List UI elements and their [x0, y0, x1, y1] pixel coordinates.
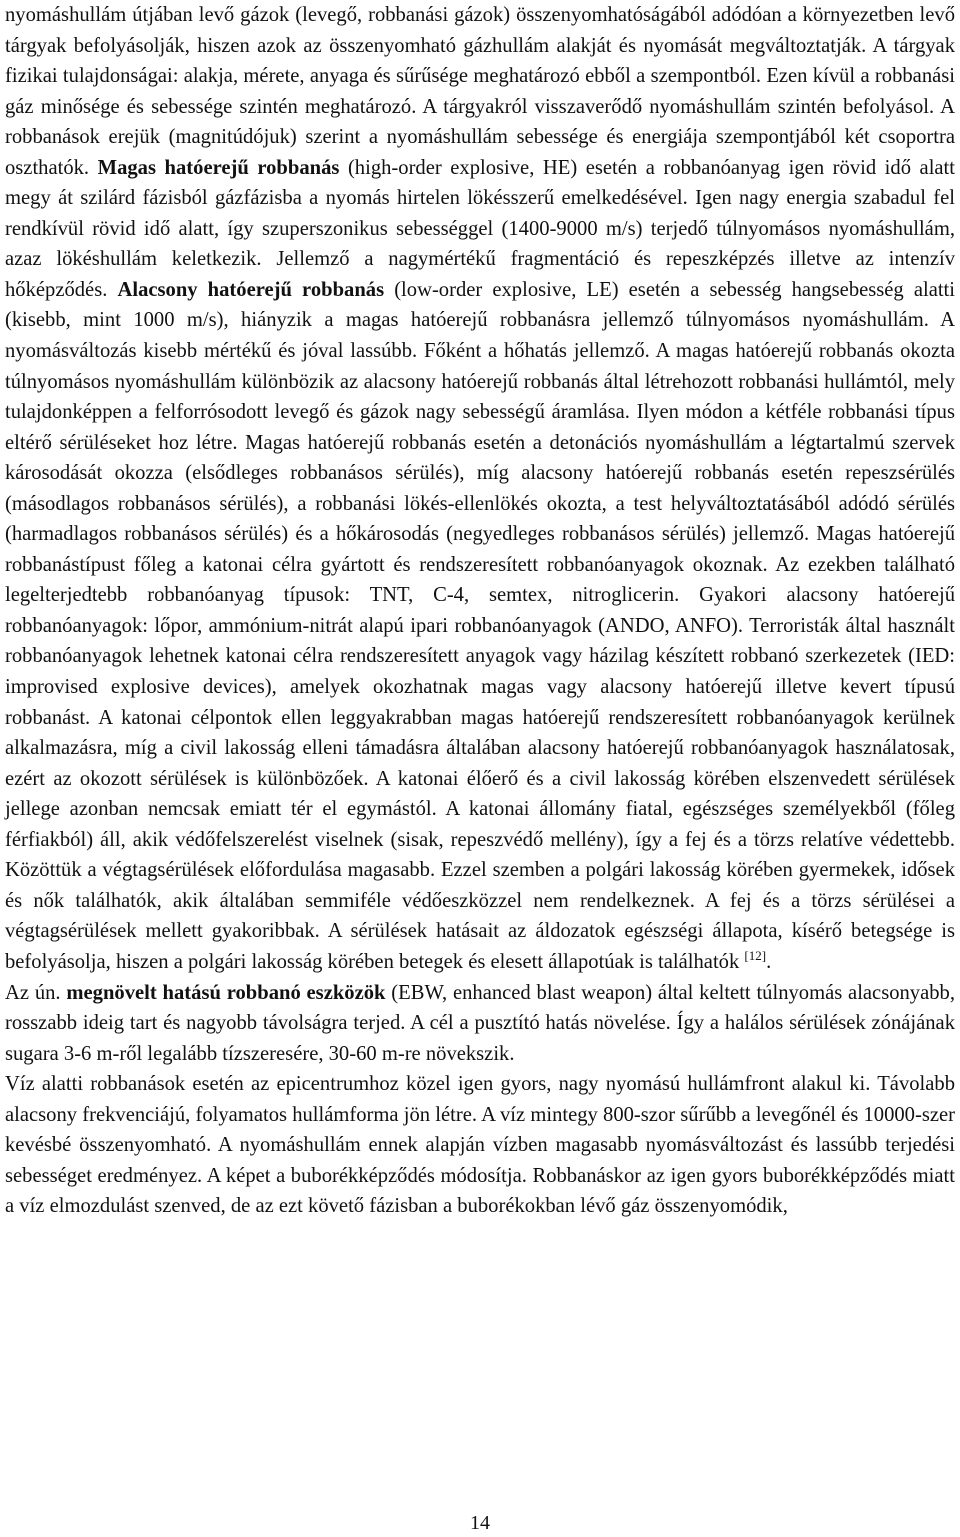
paragraph-main [5, 0, 955, 978]
bold-term: Alacsony hatóerejű robbanás [117, 278, 385, 301]
text-run: (high-order explosive, HE) esetén a robbanóanyag igen rövid idő alatt megy át szilárd fázisból gázfázisba a nyomás hirtelen lökésszerű emelkedésével. Igen nagy energia szabadul fel rendkívül rövid idő alatt, így szuperszonikus sebességgel (1400-9000 m/s) terjedő túlnyomásos nyomáshullám, azaz lökéshullám keletkezik. Jellemző a nagymértékű fragmentáció és repeszképzés illetve az intenzív hőképződés. [5, 156, 955, 301]
citation-reference: [12] [744, 947, 767, 963]
text-run: (EBW, enhanced blast weapon) által keltett túlnyomás alacsonyabb, rosszabb ideig tart és nagyobb távolságra terjed. A cél a pusztító hatás növelése. Így a halálos sérülések zónájának sugara 3-6 m-ről legalább tízszeresére, 30-60 m-re növekszik. [5, 981, 955, 1065]
bold-term: Magas hatóerejű robbanás [97, 156, 340, 179]
paragraph-underwater [5, 1069, 955, 1222]
paragraph-ebw [5, 978, 955, 1070]
text-run: . [766, 950, 772, 973]
text-run: nyomáshullám útjában levő gázok (levegő, robbanási gázok) összenyomhatóságából adódóan a környezetben levő tárgyak befolyásolják, hiszen azok az összenyomható gázhullám alakját és nyomását megváltoztatják. A tárgyak fizikai tulajdonságai: alakja, mérete, anyaga és sűrűsége meghatározó ebből a szempontból. Ezen kívül a robbanási gáz minősége és sebessége szintén meghatározó. A tárgyakról visszaverődő nyomáshullám szintén befolyásol. A robbanások erejük (magnitúdójuk) szerint a nyomáshullám sebessége és energiája szempontjából két csoportra oszthatók. [5, 4, 955, 179]
document-page [5, 0, 955, 1222]
text-run: Víz alatti robbanások esetén az epicentrumhoz közel igen gyors, nagy nyomású hullámfront alakul ki. Távolabb alacsony frekvenciájú, folyamatos hullámforma jön létre. A víz mintegy 800-szor sűrűbb a levegőnél és 10000-szer kevésbé összenyomható. A nyomáshullám ennek alapján vízben magasabb nyomásváltozást és lassúbb terjedési sebességet eredményez. A képet a buborékképződés módosítja. Robbanáskor az igen gyors buborékképződés miatt a víz elmozdulást szenved, de az ezt követő fázisban a buborékokban lévő gáz összenyomódik, [5, 1073, 955, 1218]
body-text [5, 0, 955, 1222]
page-number: 14 [470, 1512, 490, 1534]
text-run: (low-order explosive, LE) esetén a sebesség hangsebesség alatti (kisebb, mint 1000 m/s), hiányzik a magas hatóerejű robbanásra jellemző túlnyomásos nyomáshullám. A nyomásváltozás kisebb mértékű és jóval lassúbb. Főként a hőhatás jellemző. A magas hatóerejű robbanás okozta túlnyomásos nyomáshullám különbözik az alacsony hatóerejű robbanás által létrehozott robbanási hullámtól, mely tulajdonképpen a felforrósodott levegő és gázok nagy sebességű áramlása. Ilyen módon a kétféle robbanási típus eltérő sérüléseket hoz létre. Magas hatóerejű robbanás esetén a detonációs nyomáshullám a légtartalmú szervek károsodását okozza (elsődleges robbanásos sérülés), míg alacsony hatóerejű robbanás esetén repeszsérülés (másodlagos robbanásos sérülés), a robbanási lökés-ellenlökés okozta, a test helyváltoztatásából adódó sérülés (harmadlagos robbanásos sérülés) és a hőkárosodás (negyedleges robbanásos sérülés) jellemző. Magas hatóerejű robbanástípust főleg a katonai célra gyártott és rendszeresített robbanóanyagok okoznak. Az ezekben található legelterjedtebb robbanóanyag típusok: TNT, C-4, semtex, nitroglicerin. Gyakori alacsony hatóerejű robbanóanyagok: lőpor, ammónium-nitrát alapú ipari robbanóanyagok (ANDO, ANFO). Terroristák által használt robbanóanyagok lehetnek katonai célra rendszeresített anyagok vagy házilag készített robbanó szerkezetek (IED: improvised explosive devices), amelyek okozhatnak magas vagy alacsony hatóerejű illetve kevert típusú robbanást. A katonai célpontok ellen leggyakrabban magas hatóerejű rendszeresített robbanóanyagok kerülnek alkalmazásra, míg a civil lakosság elleni támadásra általában alacsony hatóerejű robbanóanyagok használatosak, ezért az okozott sérülések is különbözőek. A katonai élőerő és a civil lakosság körében elszenvedett sérülések jellege azonban nemcsak emiatt tér el egymástól. A katonai állomány fiatal, egészséges személyekből (főleg férfiakból) áll, akik védőfelszerelést viselnek (sisak, repeszvédő mellény), így a fej és a törzs relatíve védettebb. Közöttük a végtagsérülések előfordulása magasabb. Ezzel szemben a polgári lakosság körében gyermekek, idősek és nők találhatók, akik általában semmiféle védőeszközzel nem rendelkeznek. A fej és a törzs sérülései a végtagsérülések mellett gyakoribbak. A sérülések hatásait az áldozatok egészségi állapota, kísérő betegsége is befolyásolja, hiszen a polgári lakosság körében betegek és elesett állapotúak is találhatók [5, 278, 955, 973]
text-run: Az ún. [5, 981, 67, 1004]
bold-term: megnövelt hatású robbanó eszközök [66, 981, 386, 1004]
